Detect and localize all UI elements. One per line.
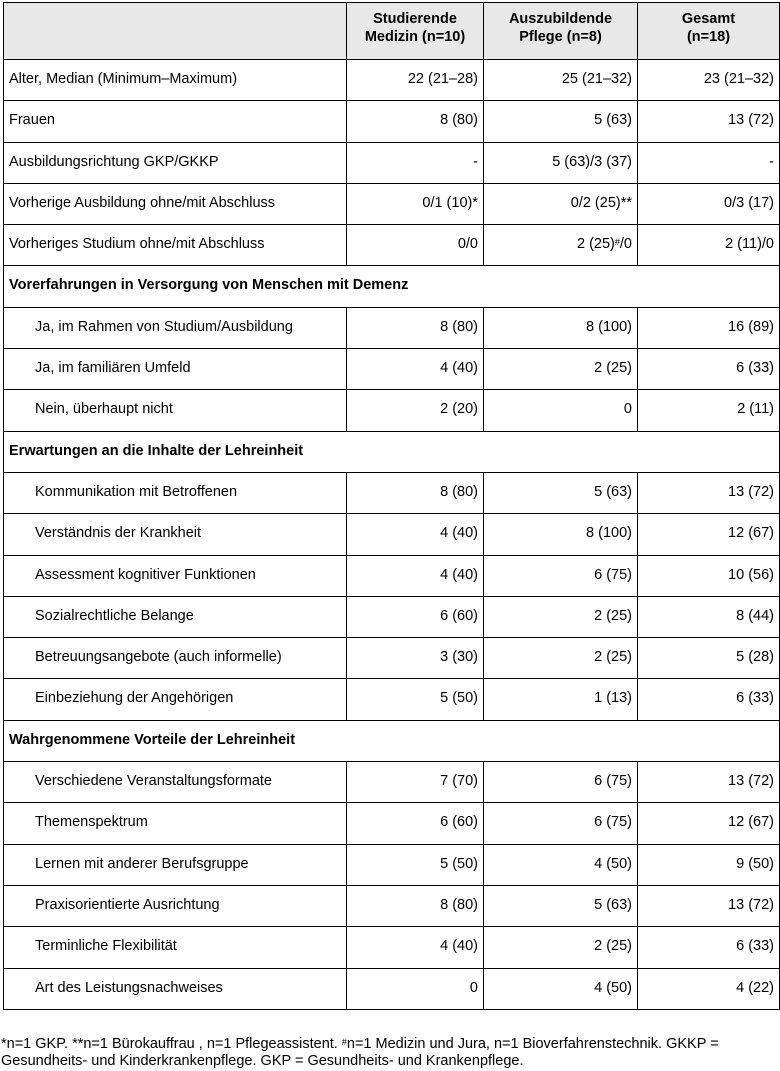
cell-gesamt: 6 (33) xyxy=(638,679,780,720)
table-row xyxy=(4,101,780,142)
table-row xyxy=(4,142,780,183)
row-label: Betreuungsangebote (auch informelle) xyxy=(4,638,347,679)
cell-pflege: 6 (75) xyxy=(484,762,638,803)
cell-medizin: 8 (80) xyxy=(347,472,484,513)
cell-gesamt: 8 (44) xyxy=(638,596,780,637)
cell-pflege: 6 (75) xyxy=(484,803,638,844)
cell-gesamt: 12 (67) xyxy=(638,803,780,844)
cell-medizin: 22 (21–28) xyxy=(347,60,484,101)
cell-gesamt: 4 (22) xyxy=(638,968,780,1009)
cell-medizin: 8 (80) xyxy=(347,885,484,926)
cell-pflege: 2 (25)#/0 xyxy=(484,225,638,266)
cell-medizin: 0/1 (10)* xyxy=(347,183,484,224)
table-row xyxy=(4,183,780,224)
table-row xyxy=(4,307,780,348)
cell-pflege: 5 (63) xyxy=(484,101,638,142)
header-medizin: Studierende Medizin (n=10) xyxy=(347,3,484,60)
section-title: Vorerfahrungen in Versorgung von Menschen mit Demenz xyxy=(4,266,780,307)
cell-medizin: 7 (70) xyxy=(347,762,484,803)
cell-pflege: 8 (100) xyxy=(484,307,638,348)
row-label: Nein, überhaupt nicht xyxy=(4,390,347,431)
table-row xyxy=(4,927,780,968)
table-row xyxy=(4,60,780,101)
cell-gesamt: 13 (72) xyxy=(638,101,780,142)
cell-gesamt: 12 (67) xyxy=(638,514,780,555)
row-label: Ja, im Rahmen von Studium/Ausbildung xyxy=(4,307,347,348)
cell-gesamt: 6 (33) xyxy=(638,349,780,390)
row-label: Alter, Median (Minimum–Maximum) xyxy=(4,60,347,101)
table-header-row xyxy=(4,3,780,60)
row-label: Einbeziehung der Angehörigen xyxy=(4,679,347,720)
cell-gesamt: 2 (11) xyxy=(638,390,780,431)
table-row xyxy=(4,679,780,720)
table-row xyxy=(4,349,780,390)
cell-pflege: 2 (25) xyxy=(484,927,638,968)
header-gesamt: Gesamt (n=18) xyxy=(638,3,780,60)
cell-medizin: 4 (40) xyxy=(347,349,484,390)
cell-pflege: 5 (63) xyxy=(484,885,638,926)
table-row xyxy=(4,803,780,844)
cell-medizin: 0 xyxy=(347,968,484,1009)
cell-pflege: 0 xyxy=(484,390,638,431)
table-footnote: *n=1 GKP. **n=1 Bürokauffrau , n=1 Pflegeassistent. #n=1 Medizin und Jura, n=1 Bioverfahrenstechnik. GKKP = Gesundheits- und Kinderkrankenpflege. GKP = Gesundheits- und Krankenpflege. xyxy=(1,1036,719,1069)
row-label: Vorherige Ausbildung ohne/mit Abschluss xyxy=(4,183,347,224)
cell-medizin: 5 (50) xyxy=(347,844,484,885)
table-row xyxy=(4,225,780,266)
row-label: Vorheriges Studium ohne/mit Abschluss xyxy=(4,225,347,266)
cell-gesamt: 13 (72) xyxy=(638,472,780,513)
table-row xyxy=(4,555,780,596)
cell-pflege: 8 (100) xyxy=(484,514,638,555)
cell-pflege: 5 (63) xyxy=(484,472,638,513)
section-header-row xyxy=(4,266,780,307)
cell-medizin: 4 (40) xyxy=(347,514,484,555)
cell-medizin: 4 (40) xyxy=(347,555,484,596)
cell-gesamt: 10 (56) xyxy=(638,555,780,596)
section-header-row xyxy=(4,431,780,472)
table-row xyxy=(4,514,780,555)
cell-gesamt: 5 (28) xyxy=(638,638,780,679)
table-row xyxy=(4,844,780,885)
cell-pflege: 5 (63)/3 (37) xyxy=(484,142,638,183)
cell-medizin: 8 (80) xyxy=(347,101,484,142)
cell-pflege: 1 (13) xyxy=(484,679,638,720)
row-label: Kommunikation mit Betroffenen xyxy=(4,472,347,513)
cell-pflege: 0/2 (25)** xyxy=(484,183,638,224)
section-title: Wahrgenommene Vorteile der Lehreinheit xyxy=(4,720,780,761)
cell-gesamt: 6 (33) xyxy=(638,927,780,968)
table-row xyxy=(4,762,780,803)
row-label: Praxisorientierte Ausrichtung xyxy=(4,885,347,926)
cell-medizin: 8 (80) xyxy=(347,307,484,348)
row-label: Ja, im familiären Umfeld xyxy=(4,349,347,390)
cell-pflege: 4 (50) xyxy=(484,844,638,885)
cell-medizin: - xyxy=(347,142,484,183)
cell-pflege: 6 (75) xyxy=(484,555,638,596)
cell-pflege: 2 (25) xyxy=(484,349,638,390)
cell-medizin: 6 (60) xyxy=(347,596,484,637)
table-row xyxy=(4,472,780,513)
table-row xyxy=(4,596,780,637)
cell-gesamt: 0/3 (17) xyxy=(638,183,780,224)
cell-pflege: 25 (21–32) xyxy=(484,60,638,101)
table-row xyxy=(4,390,780,431)
cell-medizin: 2 (20) xyxy=(347,390,484,431)
table-row xyxy=(4,885,780,926)
row-label: Verschiedene Veranstaltungsformate xyxy=(4,762,347,803)
row-label: Sozialrechtliche Belange xyxy=(4,596,347,637)
cell-medizin: 5 (50) xyxy=(347,679,484,720)
row-label: Frauen xyxy=(4,101,347,142)
demographics-table xyxy=(3,2,780,1010)
cell-medizin: 6 (60) xyxy=(347,803,484,844)
row-label: Lernen mit anderer Berufsgruppe xyxy=(4,844,347,885)
cell-gesamt: 13 (72) xyxy=(638,762,780,803)
cell-gesamt: 13 (72) xyxy=(638,885,780,926)
row-label: Terminliche Flexibilität xyxy=(4,927,347,968)
cell-medizin: 4 (40) xyxy=(347,927,484,968)
header-pflege: Auszubildende Pflege (n=8) xyxy=(484,3,638,60)
cell-pflege: 2 (25) xyxy=(484,638,638,679)
cell-medizin: 0/0 xyxy=(347,225,484,266)
row-label: Ausbildungsrichtung GKP/GKKP xyxy=(4,142,347,183)
cell-gesamt: 23 (21–32) xyxy=(638,60,780,101)
row-label: Verständnis der Krankheit xyxy=(4,514,347,555)
table-row xyxy=(4,638,780,679)
row-label: Art des Leistungsnachweises xyxy=(4,968,347,1009)
cell-gesamt: 2 (11)/0 xyxy=(638,225,780,266)
cell-medizin: 3 (30) xyxy=(347,638,484,679)
section-title: Erwartungen an die Inhalte der Lehreinheit xyxy=(4,431,780,472)
cell-gesamt: - xyxy=(638,142,780,183)
header-empty-cell xyxy=(4,3,347,60)
section-header-row xyxy=(4,720,780,761)
cell-gesamt: 9 (50) xyxy=(638,844,780,885)
row-label: Themenspektrum xyxy=(4,803,347,844)
table-row xyxy=(4,968,780,1009)
cell-gesamt: 16 (89) xyxy=(638,307,780,348)
row-label: Assessment kognitiver Funktionen xyxy=(4,555,347,596)
cell-pflege: 2 (25) xyxy=(484,596,638,637)
cell-pflege: 4 (50) xyxy=(484,968,638,1009)
